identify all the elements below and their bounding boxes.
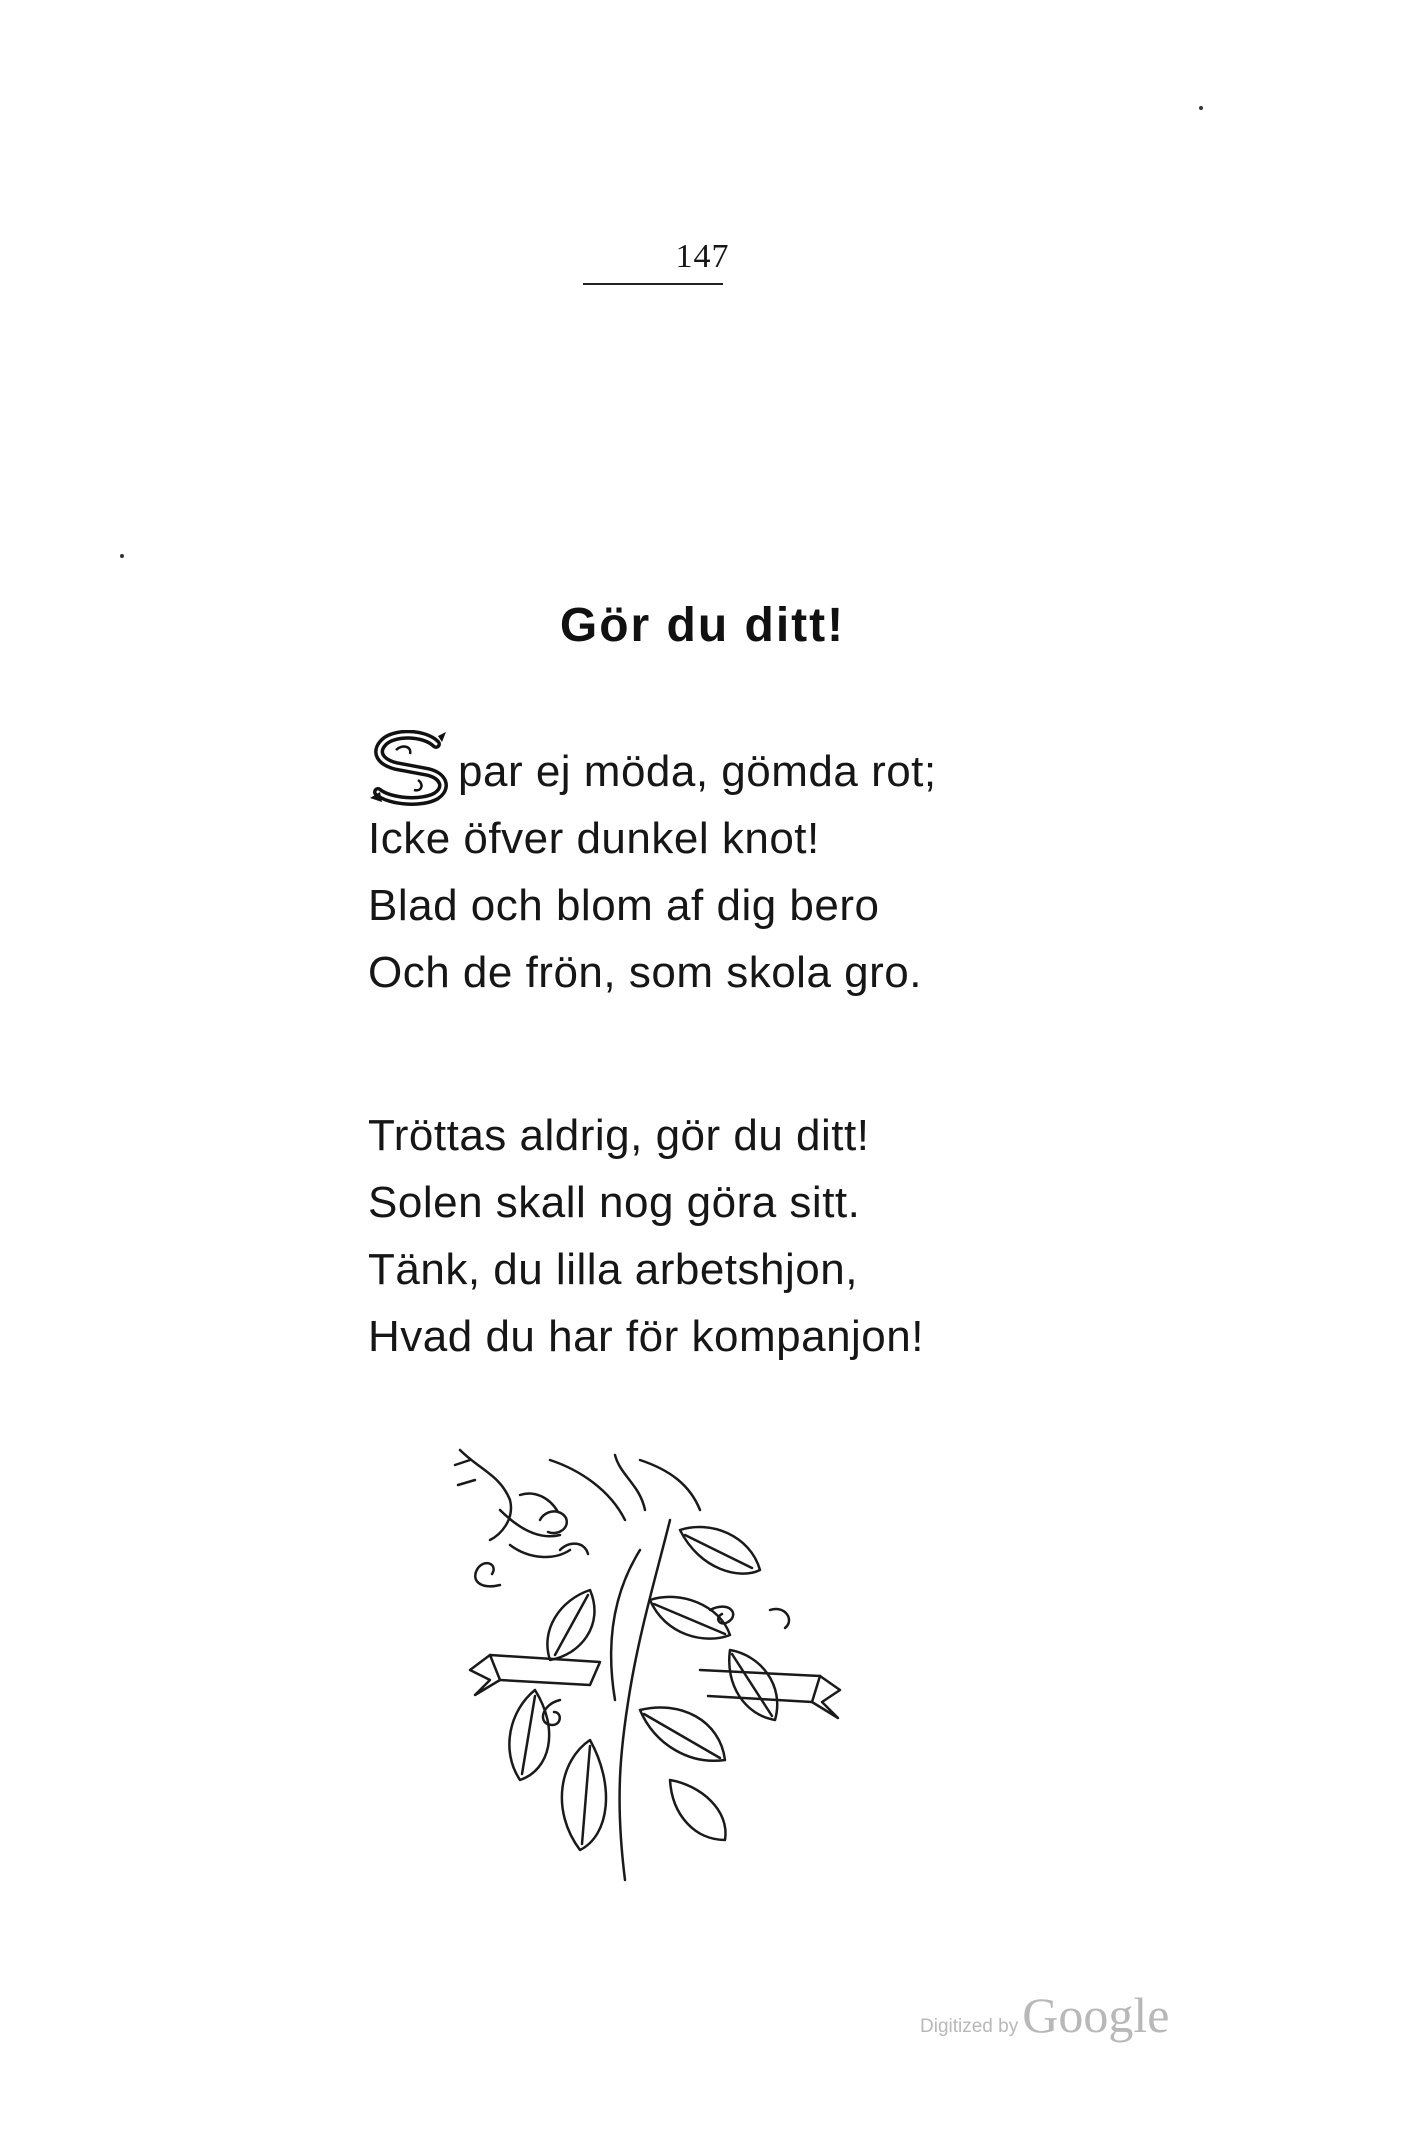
- decorative-drop-cap: [368, 738, 458, 805]
- watermark-brand: Google: [1022, 1987, 1170, 2043]
- drop-cap-s-ornament: [366, 730, 458, 806]
- page-number: 147: [675, 238, 730, 275]
- stanza-1: [368, 738, 937, 1006]
- verse-text: par ej möda, gömda rot;: [458, 747, 937, 796]
- verse-line: Tänk, du lilla arbetshjon,: [368, 1245, 858, 1294]
- dust-speck: [1199, 106, 1203, 110]
- verse-line: Och de frön, som skola gro.: [368, 948, 922, 997]
- poem-title: Gör du ditt!: [559, 599, 846, 652]
- page-number-rule: [583, 283, 723, 285]
- verse-line: [368, 738, 937, 805]
- verse-line: Solen skall nog göra sitt.: [368, 1178, 861, 1227]
- verse-line: Tröttas aldrig, gör du ditt!: [368, 1111, 870, 1160]
- digitization-watermark: [920, 1986, 1169, 2044]
- dust-speck: [120, 554, 124, 558]
- watermark-prefix: Digitized by: [920, 2016, 1019, 2037]
- verse-line: Icke öfver dunkel knot!: [368, 814, 820, 863]
- stanza-2: [368, 1102, 924, 1370]
- verse-line: Hvad du har för kompanjon!: [368, 1312, 924, 1361]
- vine-leaf-illustration: [440, 1440, 860, 1890]
- verse-line: Blad och blom af dig bero: [368, 881, 880, 930]
